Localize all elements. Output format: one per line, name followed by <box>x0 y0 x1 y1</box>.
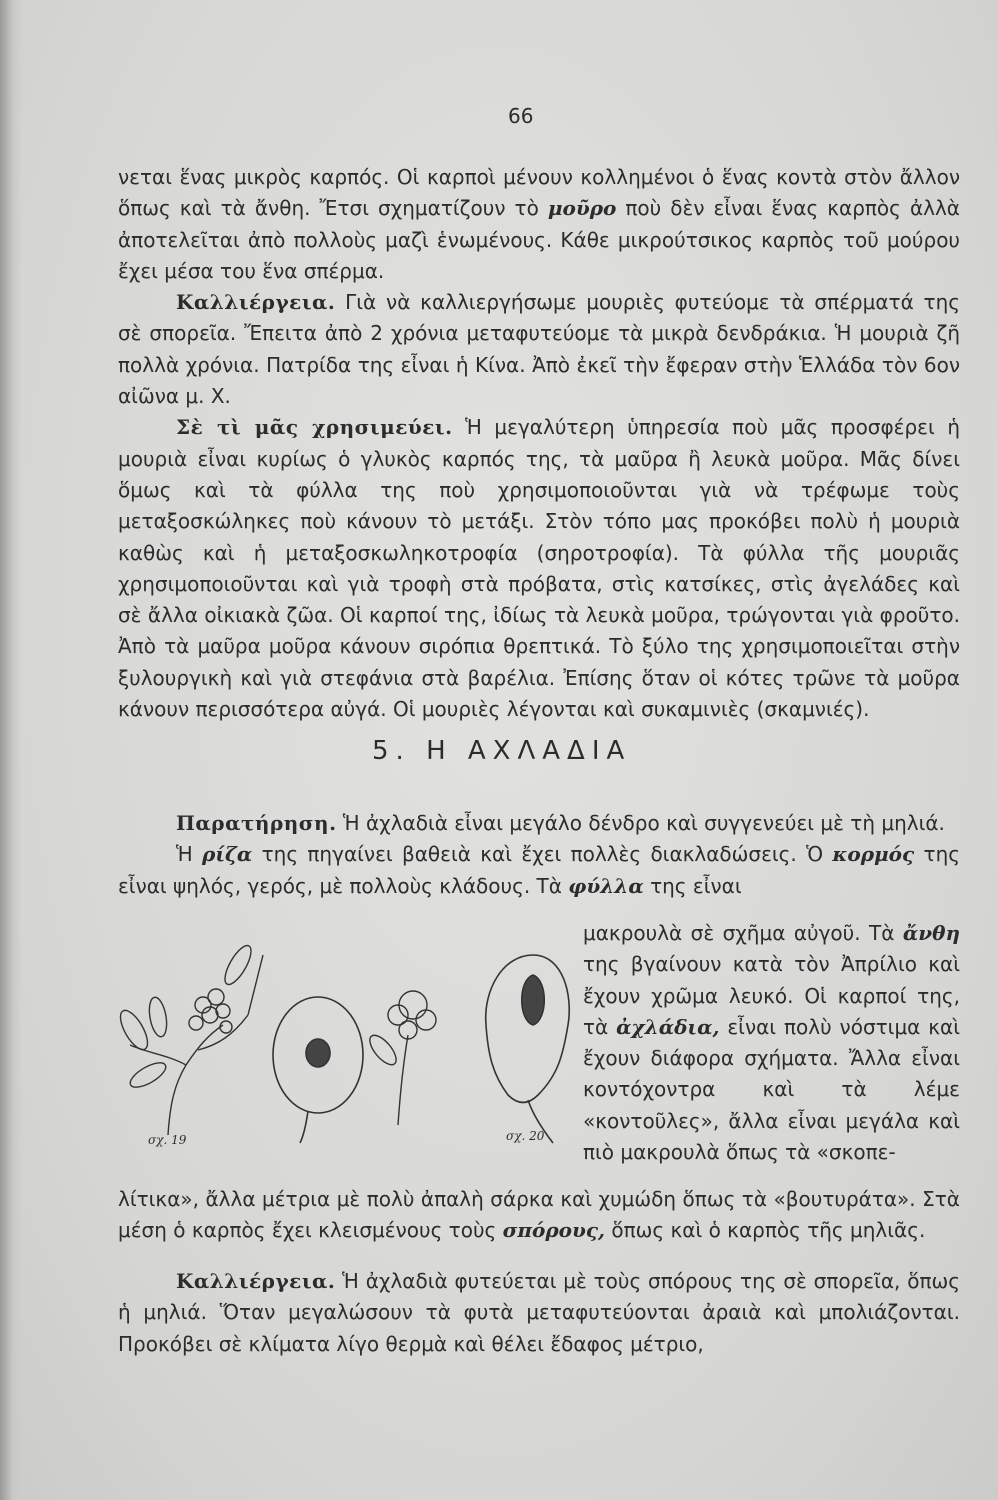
observation-block <box>118 808 960 902</box>
figure-label-19: σχ. 19 <box>148 1133 187 1147</box>
pears-text: εἶναι πολὺ νόστιμα καὶ ἔχουν διάφορα σχήματα. Ἄλλα εἶναι κοντόχοντρα καὶ τὰ λέμε «κοντοῦλες», ἄλλα εἶναι μεγάλα καὶ πιὸ μακρουλὰ ὅπως τὰ «σκοπε- <box>583 1014 960 1165</box>
pear-branch-drawing <box>115 942 263 1135</box>
term-root: ρίζα <box>202 842 253 867</box>
pear-description-column <box>583 918 960 1168</box>
term-pears: ἀχλάδια, <box>616 1014 720 1039</box>
root-text: Ἡ <box>176 842 203 867</box>
varieties-text: λίτικα», ἄλλα μέτρια μὲ πολὺ ἀπαλὴ σάρκα καὶ χυμώδη ὅπως τὰ «βουτυράτα». Στὰ μέση ὁ καρπὸς ἔχει κλεισμένους τοὺς <box>118 1187 960 1243</box>
pear-cross-section-drawing <box>273 997 363 1143</box>
leaves-shape-text: μακρουλὰ σὲ σχῆμα αὐγοῦ. Τὰ <box>583 921 903 945</box>
term-seeds: σπόρους, <box>502 1218 605 1243</box>
lead-use: Σὲ τὶ μᾶς χρησιμεύει. <box>176 415 453 440</box>
root-text-cont: της πηγαίνει βαθειὰ καὶ ἔχει πολλὲς διακλαδώσεις. Ὁ <box>252 842 833 867</box>
paragraph-cultivation: Γιὰ νὰ καλλιεργήσωμε μουριὲς φυτεύομε τὰ σπέρματά της σὲ σπορεῖα. Ἔπειτα ἀπὸ 2 χρόνια μεταφυτεύομε τὰ μικρὰ δενδράκια. Ἡ μουριὰ ζῆ πολλὰ χρόνια. Πατρίδα της εἶναι ἡ Κίνα. Ἀπὸ ἐκεῖ τὴν ἔφεραν στὴν Ἑλλάδα τὸν 6ον αἰῶνα μ. Χ. <box>118 290 960 409</box>
lead-cultivation: Καλλιέργεια. <box>176 290 336 315</box>
pear-cultivation-text <box>118 1266 960 1360</box>
section-heading: 5. Η ΑΧΛΑΔΙΑ <box>372 736 632 766</box>
paragraph-observation: Ἡ ἀχλαδιὰ εἶναι μεγάλο δένδρο καὶ συγγενεύει μὲ τὴ μηλιά. <box>336 811 945 835</box>
pear-cultivation-paragraph: Ἡ ἀχλαδιὰ φυτεύεται μὲ τοὺς σπόρους της σὲ σπορεῖα, ὅπως ἡ μηλιά. Ὅταν μεγαλώσουν τὰ φυτὰ μεταφυτεύονται ἀραιὰ καὶ μπολιάζονται. Προκόβει σὲ κλίματα λίγο θερμὰ καὶ θέλει ἔδαφος μέτριο, <box>118 1269 960 1356</box>
pear-longitudinal-section-drawing <box>486 955 570 1143</box>
paragraph-use: Ἡ μεγαλύτερη ὑπηρεσία ποὺ μᾶς προσφέρει ἡ μουριὰ εἶναι κυρίως ὁ γλυκὸς καρπός της, τὰ μαῦρα ἢ λευκὰ μοῦρα. Μᾶς δίνει ὅμως καὶ τὰ φύλλα της ποὺ χρησιμοποιοῦνται γιὰ νὰ τρέφωμε τοὺς μεταξοσκώληκες ποὺ κάνουν τὸ μετάξι. Στὸν τόπο μας προκόβει πολὺ ἡ μουριὰ καθὼς καὶ ἡ μεταξοσκωληκοτροφία (σηροτροφία). Τὰ φύλλα τῆς μουριᾶς χρησιμοποιοῦνται καὶ γιὰ τροφὴ στὰ πρόβατα, στὶς κατσίκες, στὶς ἀγελάδες καὶ σὲ ἄλλα οἰκιακὰ ζῶα. Οἱ καρποί της, ἰδίως τὰ λευκὰ μοῦρα, τρώγονται γιὰ φροῦτο. Ἀπὸ τὰ μαῦρα μοῦρα κάνουν σιρόπια θρεπτικά. Τὸ ξύλο της χρησιμοποιεῖται στὴν ξυλουργικὴ καὶ γιὰ στεφάνια στὰ βαρέλια. Ἐπίσης ὅταν οἱ κότες τρῶνε τὰ μοῦρα κάνουν περισσότερα αὐγά. Οἱ μουριὲς λέγονται καὶ συκαμινιὲς (σκαμνιές). <box>118 415 961 722</box>
term-mouro: μοῦρο <box>547 196 617 221</box>
lead-observation: Παρατήρηση. <box>176 811 337 835</box>
flowers-text: της βγαίνουν κατὰ τὸν Ἀπρίλιο καὶ ἔχουν χρῶμα λευκό. Οἱ καρποί της, τὰ <box>583 952 960 1039</box>
lead-pear-cultivation: Καλλιέργεια. <box>176 1269 336 1293</box>
page-number: 66 <box>508 104 534 128</box>
seeds-text: ὅπως καὶ ὁ καρπὸς τῆς μηλιᾶς. <box>605 1218 926 1243</box>
paragraph-fruit-text: νεται ἕνας μικρὸς καρπός. Οἱ καρποὶ μένουν κολλημένοι ὁ ἕνας κοντὰ στὸν ἄλλον ὅπως καὶ τὰ ἄνθη. Ἔτσι σχηματίζουν τὸ <box>118 165 960 221</box>
leaves-text: της εἶναι <box>643 873 742 898</box>
term-trunk: κορμός <box>832 842 915 867</box>
pear-flower-drawing <box>365 991 436 1125</box>
page-spine-shadow <box>0 0 22 1500</box>
pear-illustrations <box>108 935 578 1150</box>
pear-varieties-text <box>118 1184 960 1247</box>
pear-figures-svg <box>108 935 578 1150</box>
term-flowers: ἄνθη <box>902 921 960 945</box>
mulberry-text-block <box>118 162 960 725</box>
term-leaves: φύλλα <box>568 873 644 898</box>
paragraph-fruit-text-cont: ποὺ δὲν εἶναι ἕνας καρπὸς ἀλλὰ ἀποτελεῖται ἀπὸ πολλοὺς μαζὶ ἑνωμένους. Κάθε μικρούτσικος καρπὸς τοῦ μούρου ἔχει μέσα του ἕνα σπέρμα. <box>118 196 960 283</box>
figure-label-20: σχ. 20 <box>506 1129 545 1143</box>
trunk-text: της εἶναι ψηλός, γερός, μὲ πολλοὺς κλάδους. Τὰ <box>118 842 960 898</box>
